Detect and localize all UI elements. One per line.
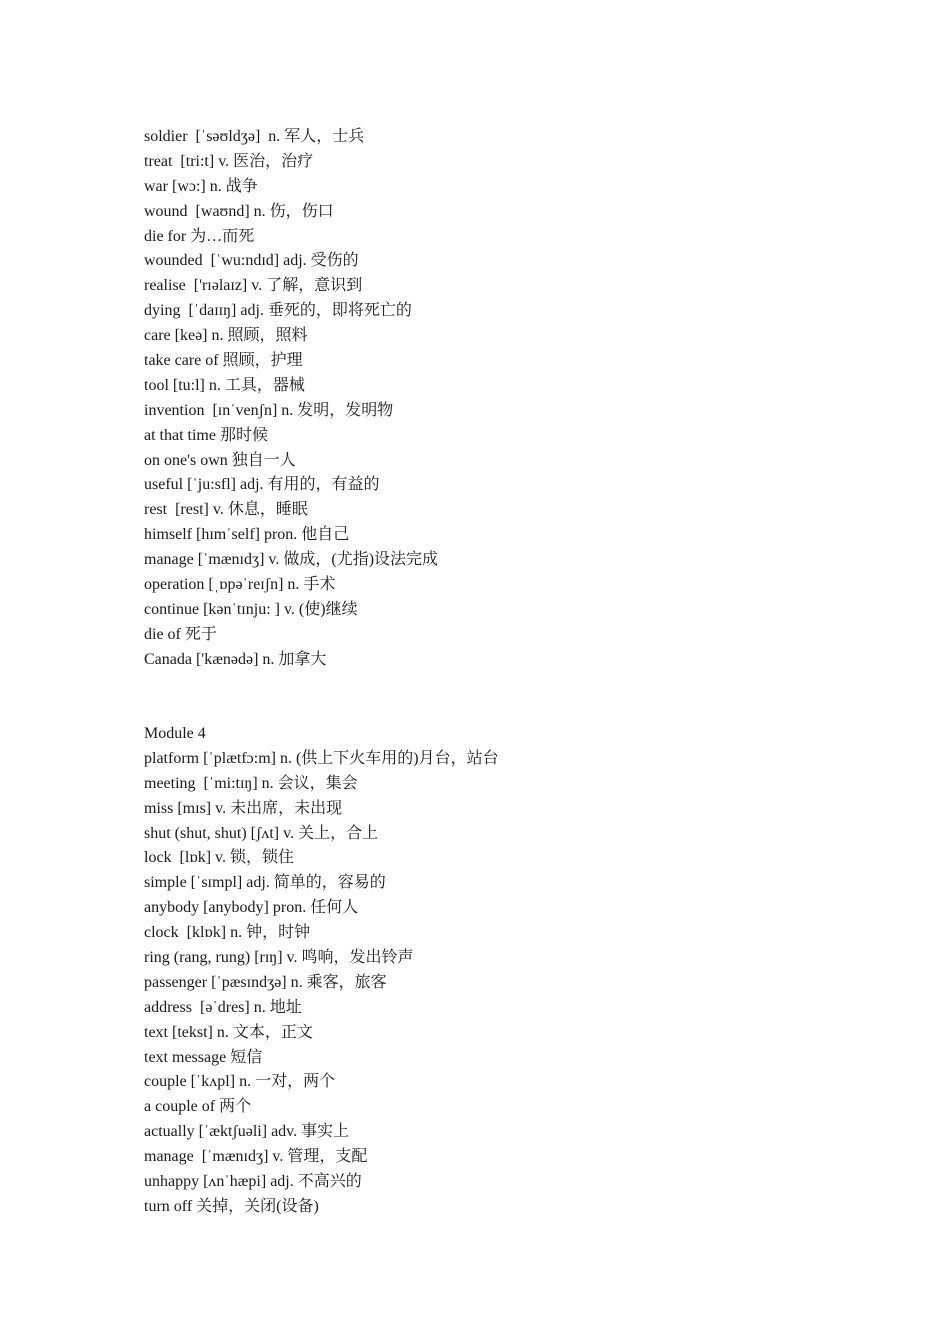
vocab-entry: realise ['rɪəlaɪz] v. 了解，意识到	[144, 277, 363, 295]
vocab-entry: simple [ˈsɪmpl] adj. 简单的，容易的	[144, 874, 386, 892]
vocab-entry: actually [ˈæktʃuəli] adv. 事实上	[144, 1123, 350, 1141]
vocab-entry: die of 死于	[144, 625, 217, 643]
vocab-entry: on one's own 独自一人	[144, 451, 296, 469]
vocab-entry: turn off 关掉，关闭(设备)	[144, 1197, 319, 1215]
vocab-entry: dying [ˈdaɪɪŋ] adj. 垂死的，即将死亡的	[144, 302, 412, 320]
vocabulary-list-module-4	[144, 722, 844, 1220]
vocab-entry: manage [ˈmænɪdʒ] v. 管理，支配	[144, 1148, 368, 1166]
vocab-entry: take care of 照顾，护理	[144, 352, 303, 370]
vocab-entry: rest [rest] v. 休息，睡眠	[144, 501, 308, 519]
vocab-entry: die for 为…而死	[144, 227, 255, 245]
vocab-entry: Canada ['kænədə] n. 加拿大	[144, 650, 327, 668]
vocab-entry: anybody [anybody] pron. 任何人	[144, 899, 359, 917]
vocabulary-list-section-1	[144, 125, 844, 673]
vocab-entry: care [keə] n. 照顾，照料	[144, 327, 308, 345]
vocab-entry: a couple of 两个	[144, 1098, 252, 1116]
vocab-entry: address [əˈdres] n. 地址	[144, 998, 302, 1016]
vocab-entry: wounded [ˈwu:ndɪd] adj. 受伤的	[144, 252, 359, 270]
vocab-entry: clock [klɒk] n. 钟，时钟	[144, 924, 311, 942]
vocab-entry: manage [ˈmænɪdʒ] v. 做成，(尤指)设法完成	[144, 551, 439, 569]
module-heading: Module 4	[144, 725, 206, 742]
vocab-entry: platform [ˈplætfɔ:m] n. (供上下火车用的)月台，站台	[144, 749, 499, 767]
vocab-entry: continue [kənˈtɪnju: ] v. (使)继续	[144, 600, 358, 618]
vocab-entry: soldier [ˈsəʊldʒə] n. 军人，士兵	[144, 128, 365, 145]
vocab-entry: himself [hɪmˈself] pron. 他自己	[144, 526, 350, 544]
vocab-entry: passenger [ˈpæsɪndʒə] n. 乘客，旅客	[144, 973, 387, 991]
vocab-entry: text message 短信	[144, 1048, 263, 1066]
vocab-entry: ring (rang, rung) [rɪŋ] v. 鸣响，发出铃声	[144, 949, 414, 967]
vocab-entry: shut (shut, shut) [ʃʌt] v. 关上，合上	[144, 824, 379, 842]
vocab-entry: miss [mɪs] v. 未出席，未出现	[144, 799, 343, 817]
vocab-entry: lock [lɒk] v. 锁，锁住	[144, 849, 294, 867]
vocab-entry: invention [ɪnˈvenʃn] n. 发明，发明物	[144, 401, 394, 419]
vocab-entry: at that time 那时候	[144, 426, 268, 444]
vocab-entry: operation [ˌɒpəˈreɪʃn] n. 手术	[144, 576, 336, 594]
vocab-entry: unhappy [ʌnˈhæpi] adj. 不高兴的	[144, 1173, 362, 1191]
vocab-entry: couple [ˈkʌpl] n. 一对，两个	[144, 1073, 336, 1091]
vocab-entry: useful [ˈju:sfl] adj. 有用的，有益的	[144, 476, 380, 494]
vocab-entry: meeting [ˈmi:tɪŋ] n. 会议，集会	[144, 774, 358, 792]
vocab-entry: wound [waʊnd] n. 伤，伤口	[144, 202, 334, 220]
vocab-entry: war [wɔ:] n. 战争	[144, 177, 258, 195]
vocab-entry: treat [tri:t] v. 医治，治疗	[144, 152, 314, 170]
vocab-entry: tool [tu:l] n. 工具，器械	[144, 376, 305, 394]
vocab-entry: text [tekst] n. 文本，正文	[144, 1023, 313, 1041]
